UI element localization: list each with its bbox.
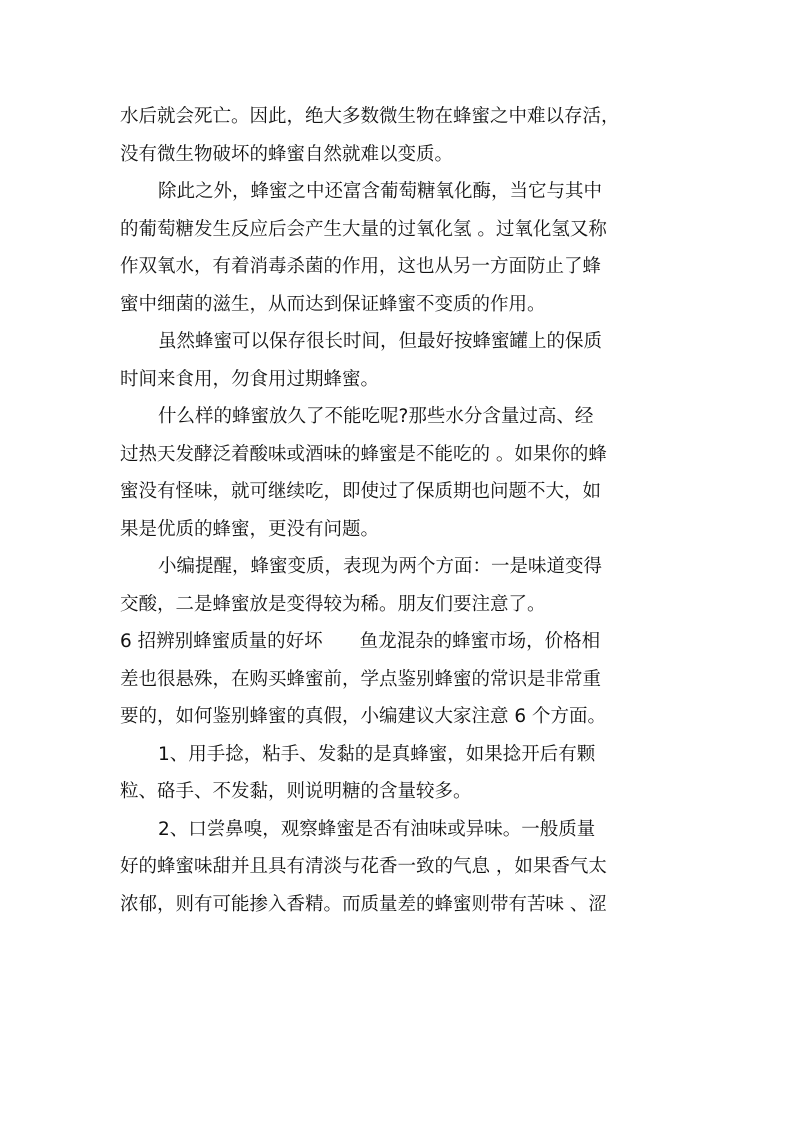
- text-line: 时间来食用，勿食用过期蜂蜜。: [120, 368, 380, 390]
- text-line: 作双氧水，有着消毒杀菌的作用，这也从另一方面防止了蜂: [120, 256, 602, 277]
- text-line: 蜜中细菌的滋生，从而达到保证蜂蜜不变质的作用。: [120, 293, 546, 315]
- text-line: 交酸，二是蜂蜜放是变得较为稀。朋友们要注意了。: [120, 593, 546, 615]
- text-line: 没有微生物破坏的蜂蜜自然就难以变质。: [120, 143, 454, 165]
- text-line: 除此之外，蜂蜜之中还富含葡萄糖氧化酶，当它与其中: [158, 181, 603, 202]
- text-line: 小编提醒，蜂蜜变质，表现为两个方面：一是味道变得: [158, 556, 603, 577]
- text-line: 2、口尝鼻嗅，观察蜂蜜是否有油味或异味。一般质量: [158, 818, 596, 840]
- text-line: 过热天发酵泛着酸味或酒味的蜂蜜是不能吃的 。如果你的蜂: [120, 443, 607, 465]
- text-line: 蜜没有怪味，就可继续吃，即使过了保质期也问题不大，如: [120, 481, 602, 502]
- text-line: 好的蜂蜜味甜并且具有清淡与花香一致的气息 ，如果香气太: [120, 856, 607, 877]
- text-line: 什么样的蜂蜜放久了不能吃呢?那些水分含量过高、经: [158, 406, 594, 427]
- text-line: 水后就会死亡。因此，绝大多数微生物在蜂蜜之中难以存活，: [120, 106, 620, 127]
- text-line: 的葡萄糖发生反应后会产生大量的过氧化氢 。过氧化氢又称: [120, 218, 607, 240]
- document-body: [120, 98, 680, 923]
- text-line: 果是优质的蜂蜜，更没有问题。: [120, 518, 380, 540]
- text-line: 要的，如何鉴别蜂蜜的真假，小编建议大家注意 6 个方面。: [120, 706, 607, 727]
- text-line: 1、用手捻，粘手、发黏的是真蜂蜜，如果捻开后有颗: [158, 743, 596, 765]
- text-line: 浓郁，则有可能掺入香精。而质量差的蜂蜜则带有苦味 、涩: [120, 893, 607, 915]
- text-line: 粒、硌手、不发黏，则说明糖的含量较多。: [120, 781, 472, 802]
- text-line: 差也很悬殊，在购买蜂蜜前，学点鉴别蜂蜜的常识是非常重: [120, 668, 602, 690]
- text-line: 虽然蜂蜜可以保存很长时间，但最好按蜂蜜罐上的保质: [158, 331, 603, 352]
- text-line: 6 招辨别蜂蜜质量的好坏 鱼龙混杂的蜂蜜市场，价格相: [120, 631, 601, 652]
